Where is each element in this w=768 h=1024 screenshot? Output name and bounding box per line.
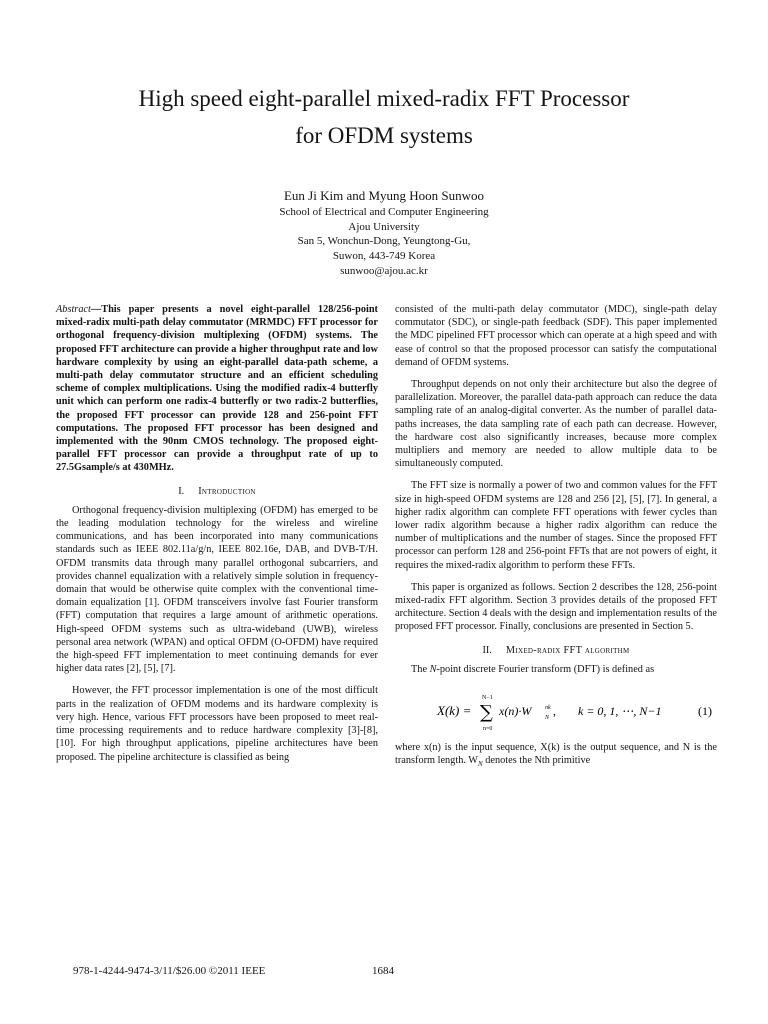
equation-lhs: X(k) = xyxy=(437,703,472,719)
equation-term: x(n)·W xyxy=(499,704,532,719)
equation-comma: , xyxy=(553,704,556,719)
after-equation-text-2: denotes the Nth primitive xyxy=(482,755,591,767)
right-paragraph-4: This paper is organized as follows. Section 2 describes the 128, 256-point mixed-radix FFT algorithm. Section 3 provides details of the proposed FFT architecture. Section 4 deals with the design and implementation results of the proposed FFT processor. Finally, conclusions are presented in Section 5. xyxy=(395,581,717,633)
section-name: Introduction xyxy=(198,485,256,497)
right-paragraph-2: Throughput depends on not only their architecture but also the degree of parallelization. Moreover, the parallel data-path approach can reduce the data sampling rate of an analog-digital converter. As the number of parallel data-paths increases, the data sampling rate of each path can decrease. However, the hardware cost also significantly increases, because more complex multipliers and memory are needed to allow multiple data to be simultaneously computed. xyxy=(395,379,717,470)
section-number: I. xyxy=(178,485,185,497)
section-heading-mixed-radix xyxy=(395,644,717,657)
footer-isbn: 978-1-4244-9474-3/11/$26.00 ©2011 IEEE xyxy=(73,965,266,977)
affiliation-email: sunwoo@ajou.ac.kr xyxy=(340,264,428,277)
section-number: II. xyxy=(482,644,492,656)
author-affiliation xyxy=(40,205,728,279)
intro-paragraph-2: However, the FFT processor implementation is one of the most difficult parts in the realization of OFDM modems and its hardware complexity is very high. Hence, various FFT processors have been proposed to meet real-time processing requirements and to reduce hardware complexity [3]-[8], [10]. For high throughput applications, pipeline architectures have been proposed. The pipeline architecture is classified as being xyxy=(56,685,378,763)
dft-equation xyxy=(395,685,717,735)
dft-equation-graphic xyxy=(395,685,717,735)
after-equation-subscript: N xyxy=(478,760,483,769)
title-line-1: High speed eight-parallel mixed-radix FFT Processor xyxy=(138,86,630,111)
right-column xyxy=(395,303,717,781)
equation-number: (1) xyxy=(698,704,712,719)
abstract-lead: Abstract xyxy=(56,304,91,315)
sum-upper-limit: N−1 xyxy=(482,695,493,702)
twiddle-exponent: nk xyxy=(545,705,551,712)
page-number: 1684 xyxy=(372,965,394,977)
intro-variable: N xyxy=(429,663,437,675)
right-paragraph-1: consisted of the multi-path delay commutator (MDC), single-path delay commutator (SDC), or single-path feedback (SDF). This paper implemented the MDC pipelined FFT processor which can operate at a high speed and with ease of control so that the proposed processor can satisfy the computational demand of OFDM systems. xyxy=(395,304,717,368)
section-name: Mixed-radix FFT algorithm xyxy=(505,644,630,656)
after-equation-text: where x(n) is the input sequence, X(k) is the output sequence, and N is the transform length. W xyxy=(395,742,717,767)
author-names: Eun Ji Kim and Myung Hoon Sunwoo xyxy=(283,188,485,203)
intro-text: The xyxy=(411,663,430,675)
page-footer xyxy=(73,965,394,977)
abstract-dash: — xyxy=(90,304,102,315)
twiddle-subscript: N xyxy=(545,715,550,722)
affiliation-school: School of Electrical and Computer Engineering xyxy=(279,206,489,218)
sum-lower-limit: n=0 xyxy=(483,726,493,733)
section2-after-equation xyxy=(395,741,717,771)
paper-title xyxy=(40,80,728,154)
affiliation-university: Ajou University xyxy=(348,220,420,233)
abstract xyxy=(56,303,378,475)
section-heading-introduction xyxy=(56,485,378,498)
section2-intro xyxy=(395,663,717,676)
affiliation-address-2: Suwon, 443-749 Korea xyxy=(332,250,436,263)
sum-sign: ∑ xyxy=(480,702,493,724)
right-paragraph-3: The FFT size is normally a power of two and common values for the FFT size in high-speed OFDM systems are 128 and 256 [2], [5], [7]. In general, a higher radix algorithm can complete FFT operations with fewer cycles than lower radix algorithm because a higher radix algorithm can reduce the number of multiplications and the number of stages. Since the proposed FFT processor can perform 128 and 256-point FFTs that are not powers of eight, it requires the mixed-radix algorithm to perform these FFTs. xyxy=(395,480,717,571)
intro-paragraph-1: Orthogonal frequency-division multiplexing (OFDM) has emerged to be the leading modulation technology for the wireless and wireline communications, and has been incorporated into many communications standards such as IEEE 802.11a/g/n, IEEE 802.16e, DAB, and DVB-T/H. OFDM transmits data through many parallel orthogonal subcarriers, and provides channel equalization with a relatively simple solution in frequency-domain that would be otherwise quite complex with the conventional time-domain equalization [1]. OFDM transceivers involve fast Fourier transform (FFT) computation that requires a large amount of arithmetic operations. High-speed OFDM systems such as ultra-wideband (UWB), wireless personal area network (WPAN) and optical OFDM (O-OFDM) have required the high-speed FFT implementation to meet continuing demands for ever higher data rates [2], [5], [7]. xyxy=(56,504,378,675)
title-line-2: for OFDM systems xyxy=(295,123,473,148)
affiliation-address-1: San 5, Wonchun-Dong, Yeungtong-Gu, xyxy=(297,235,471,248)
left-column xyxy=(56,303,378,773)
intro-text-rest: -point discrete Fourier transform (DFT) is defined as xyxy=(436,663,655,675)
equation-range: k = 0, 1, ⋯, N−1 xyxy=(578,704,662,719)
abstract-text: This paper presents a novel eight-parallel 128/256-point mixed-radix multi-path delay commutator (MRMDC) FFT processor for orthogonal frequency-division multiplexing (OFDM) systems. The proposed FFT architecture can provide a higher throughput rate and low hardware complexity by using an eight-parallel data-path scheme, a multi-path delay commutator structure and an efficient scheduling scheme of complex multiplications. Using the modified radix-4 butterfly unit which can perform one radix-4 butterfly or two radix-2 butterflies, the proposed FFT processor can provide 128 and 256-point FFT computations. The proposed FFT processor has been designed and implemented with the 90nm CMOS technology. The proposed eight-parallel FFT processor can provide a throughput rate of up to 27.5Gsample/s at 430MHz. xyxy=(56,304,378,474)
